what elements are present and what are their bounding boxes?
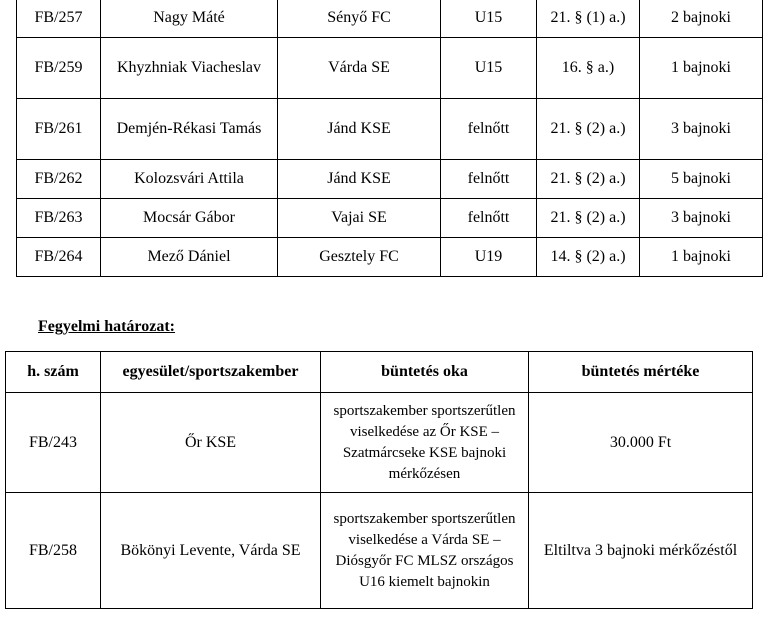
table-row [6, 393, 753, 493]
case-number: FB/263 [17, 199, 101, 238]
header-reason: büntetés oka [321, 352, 529, 393]
club-name: Gesztely FC [278, 238, 441, 277]
header-number: h. szám [6, 352, 101, 393]
club-name: Sényő FC [278, 0, 441, 38]
table-header-row [6, 352, 753, 393]
rule-reference: 21. § (2) a.) [537, 160, 640, 199]
penalty: 1 bajnoki [640, 38, 763, 99]
penalty-reason: sportszakember sportszerűtlen viselkedése a Várda SE – Diósgyőr FC MLSZ országos U16 kiemelt bajnokin [321, 493, 529, 609]
case-number: FB/243 [6, 393, 101, 493]
club-name: Jánd KSE [278, 160, 441, 199]
section-heading: Fegyelmi határozat: [38, 318, 175, 335]
club-name: Várda SE [278, 38, 441, 99]
entity-name: Bökönyi Levente, Várda SE [101, 493, 321, 609]
case-number: FB/257 [17, 0, 101, 38]
table-row [6, 493, 753, 609]
rule-reference: 14. § (2) a.) [537, 238, 640, 277]
table-row [17, 160, 763, 199]
case-number: FB/262 [17, 160, 101, 199]
table-row [17, 99, 763, 160]
age-category: felnőtt [441, 99, 537, 160]
table-row [17, 238, 763, 277]
header-amount: büntetés mértéke [529, 352, 753, 393]
club-name: Vajai SE [278, 199, 441, 238]
case-number: FB/261 [17, 99, 101, 160]
penalty-amount: 30.000 Ft [529, 393, 753, 493]
entity-name: Őr KSE [101, 393, 321, 493]
age-category: felnőtt [441, 160, 537, 199]
penalty: 2 bajnoki [640, 0, 763, 38]
player-name: Kolozsvári Attila [101, 160, 278, 199]
rule-reference: 21. § (1) a.) [537, 0, 640, 38]
club-name: Jánd KSE [278, 99, 441, 160]
table-row [17, 0, 763, 38]
penalty-amount: Eltiltva 3 bajnoki mérkőzéstől [529, 493, 753, 609]
penalty: 1 bajnoki [640, 238, 763, 277]
player-name: Nagy Máté [101, 0, 278, 38]
case-number: FB/264 [17, 238, 101, 277]
player-name: Mező Dániel [101, 238, 278, 277]
age-category: U19 [441, 238, 537, 277]
case-number: FB/259 [17, 38, 101, 99]
penalty: 3 bajnoki [640, 99, 763, 160]
age-category: U15 [441, 0, 537, 38]
header-entity: egyesület/sportszakember [101, 352, 321, 393]
player-name: Khyzhniak Viacheslav [101, 38, 278, 99]
suspensions-table [16, 0, 763, 277]
rule-reference: 21. § (2) a.) [537, 99, 640, 160]
age-category: felnőtt [441, 199, 537, 238]
age-category: U15 [441, 38, 537, 99]
penalty-reason: sportszakember sportszerűtlen viselkedése az Őr KSE – Szatmárcseke KSE bajnoki mérkőzésen [321, 393, 529, 493]
rule-reference: 16. § a.) [537, 38, 640, 99]
case-number: FB/258 [6, 493, 101, 609]
rule-reference: 21. § (2) a.) [537, 199, 640, 238]
player-name: Mocsár Gábor [101, 199, 278, 238]
disciplinary-table [5, 351, 753, 609]
table-row [17, 199, 763, 238]
penalty: 5 bajnoki [640, 160, 763, 199]
penalty: 3 bajnoki [640, 199, 763, 238]
player-name: Demjén-Rékasi Tamás [101, 99, 278, 160]
table-row [17, 38, 763, 99]
